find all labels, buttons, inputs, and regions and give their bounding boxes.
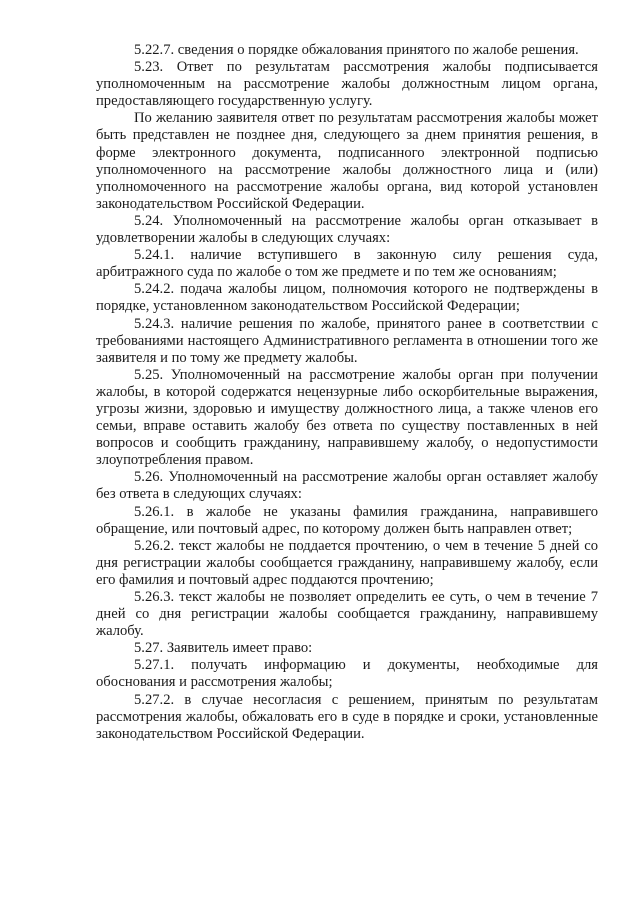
paragraph-5-26: 5.26. Уполномоченный на рассмотрение жалобы орган оставляет жалобу без ответа в следующих случаях:: [96, 469, 598, 503]
paragraph-5-24-1: 5.24.1. наличие вступившего в законную силу решения суда, арбитражного суда по жалобе о том же предмете и по тем же основаниям;: [96, 247, 598, 281]
paragraph-5-26-1: 5.26.1. в жалобе не указаны фамилия гражданина, направившего обращение, или почтовый адрес, по которому должен быть направлен ответ;: [96, 503, 598, 537]
paragraph-5-25: 5.25. Уполномоченный на рассмотрение жалобы орган при получении жалобы, в которой содержатся нецензурные либо оскорбительные выражения, угрозы жизни, здоровью и имуществу должностного лица, а также членов его семьи, вправе оставить жалобу без ответа по существу поставленных в ней вопросов и сообщить гражданину, направившему жалобу, о недопустимости злоупотребления правом.: [96, 366, 598, 469]
paragraph-5-26-2: 5.26.2. текст жалобы не поддается прочтению, о чем в течение 5 дней со дня регистрации жалобы сообщается гражданину, направившему жалобу, если его фамилия и почтовый адрес поддаются прочтению;: [96, 537, 598, 588]
paragraph-5-24: 5.24. Уполномоченный на рассмотрение жалобы орган отказывает в удовлетворении жалобы в следующих случаях:: [96, 212, 598, 247]
paragraph-5-23: 5.23. Ответ по результатам рассмотрения жалобы подписывается уполномоченным на рассмотрение жалобы должностным лицом органа, предоставляющего государственную услугу.: [96, 59, 598, 110]
paragraph-5-27-1: 5.27.1. получать информацию и документы, необходимые для обоснования и рассмотрения жалобы;: [96, 657, 598, 691]
paragraph-5-24-2: 5.24.2. подача жалобы лицом, полномочия которого не подтверждены в порядке, установленном законодательством Российской Федерации;: [96, 281, 598, 315]
paragraph-5-24-3: 5.24.3. наличие решения по жалобе, принятого ранее в соответствии с требованиями настоящего Административного регламента в отношении того же заявителя и по тому же предмету жалобы.: [96, 315, 598, 366]
paragraph-5-22-7: 5.22.7. сведения о порядке обжалования принятого по жалобе решения.: [134, 42, 579, 58]
paragraph-electronic-answer: По желанию заявителя ответ по результатам рассмотрения жалобы может быть представлен не позднее дня, следующего за днем принятия решения, в форме электронного документа, подписанного электронной подписью уполномоченного на рассмотрение жалобы должностного лица и (или) уполномоченного на рассмотрение жалобы органа, вид которой установлен законодательством Российской Федерации.: [96, 110, 598, 212]
paragraph-5-27: 5.27. Заявитель имеет право:: [134, 640, 313, 657]
paragraph-5-27-2: 5.27.2. в случае несогласия с решением, принятым по результатам рассмотрения жалобы, обжаловать его в суде в порядке и сроки, установленные законодательством Российской Федерации.: [96, 691, 598, 742]
paragraph-5-26-3: 5.26.3. текст жалобы не позволяет определить ее суть, о чем в течение 7 дней со дня регистрации жалобы сообщается гражданину, направившему жалобу.: [96, 589, 598, 640]
document-page: [96, 42, 598, 743]
